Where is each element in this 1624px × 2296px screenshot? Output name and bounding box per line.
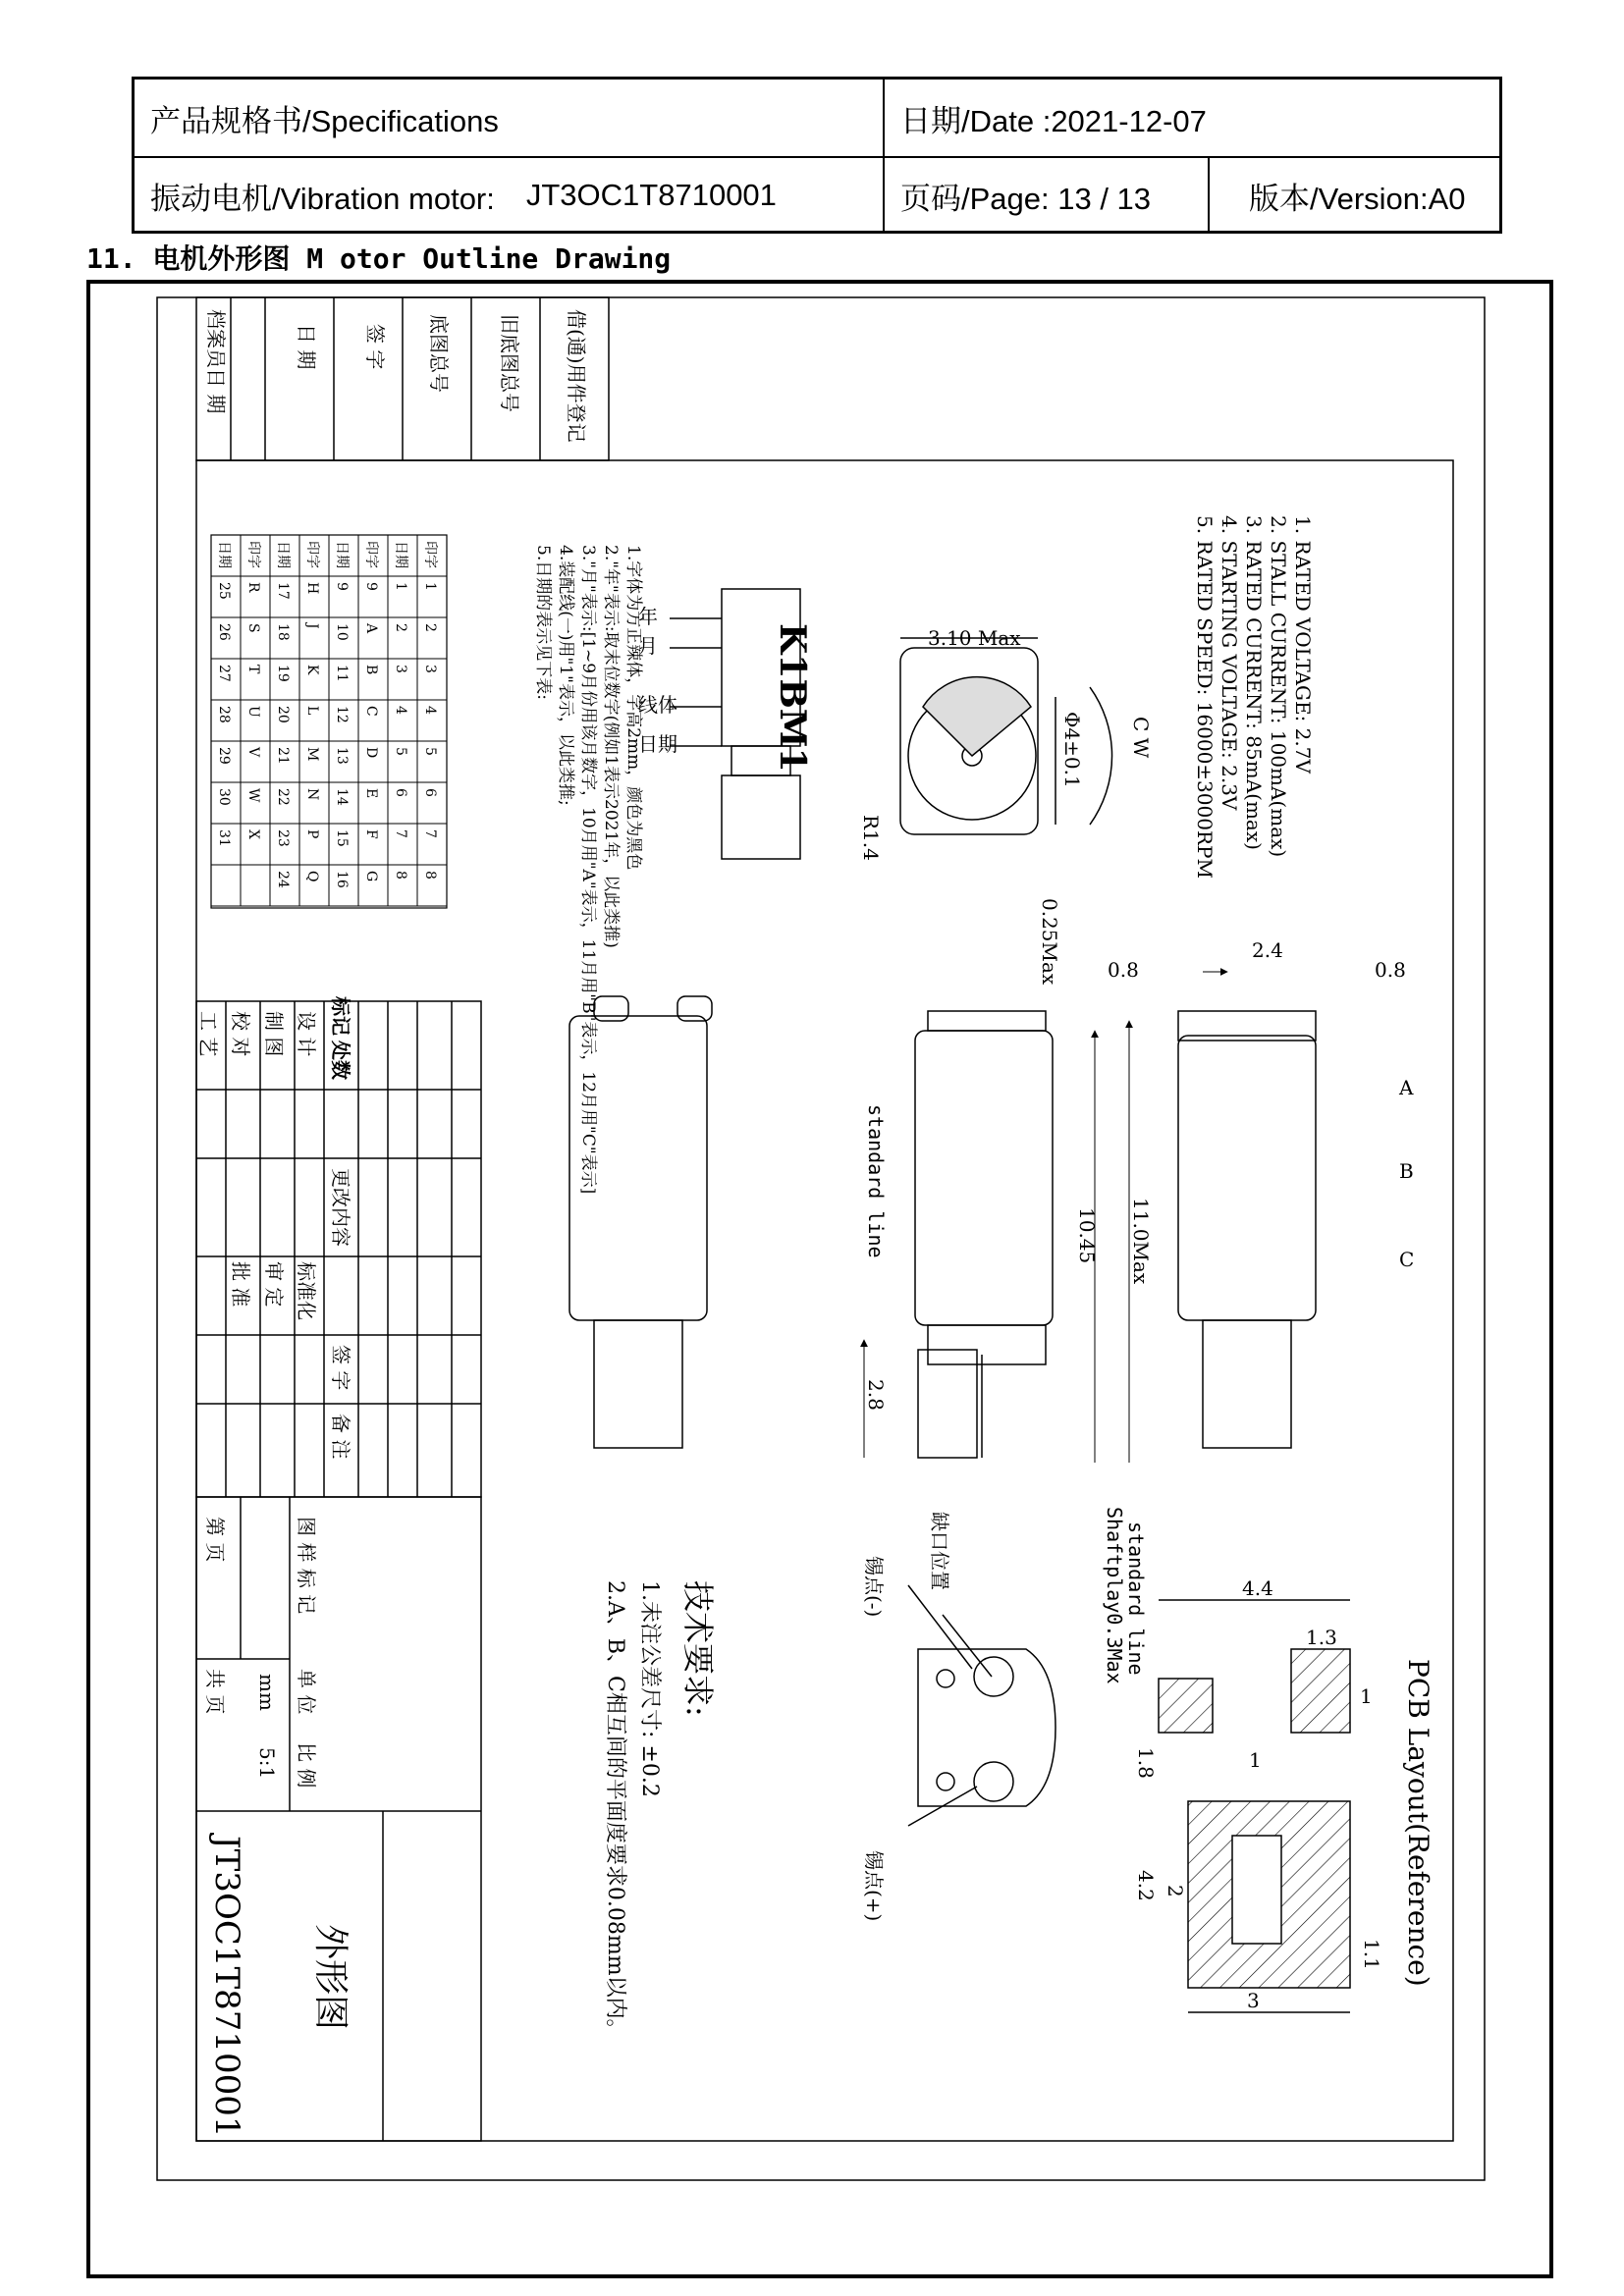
date-table-cell: 5 <box>393 747 408 756</box>
label-c: C <box>1399 1248 1415 1271</box>
terminal-plus: 锡点(+) <box>862 1850 886 1922</box>
date-table-cell: Q <box>304 871 320 882</box>
date-table-cell: C <box>363 706 379 717</box>
date-table-cell: 24 <box>275 871 291 888</box>
mark-day: 日期 <box>638 732 677 756</box>
mark-year: 年 <box>638 605 658 628</box>
tb-sample-mark: 图 样 标 记 <box>295 1517 318 1615</box>
note-2: 2."年"表示:取末位数字(例如1表示2021年，以此类推) <box>601 545 621 948</box>
date-table-cell: V <box>245 747 261 758</box>
date-table-cell: 21 <box>275 747 291 765</box>
standard-line-2: standard line <box>1124 1522 1148 1676</box>
dim-weight-length: 2.8 <box>864 1379 888 1411</box>
date-table-cell: 30 <box>216 788 232 806</box>
date-table-cell: 2 <box>393 623 408 632</box>
appr-design: 设 计 <box>295 1011 318 1057</box>
date-table-cell: 4 <box>393 706 408 715</box>
pcb-title: PCB Layout(Reference) <box>1402 1659 1435 1987</box>
date-table-cell: 印字 <box>304 541 320 568</box>
date-table-cell: 3 <box>422 665 438 673</box>
pcb-42: 4.2 <box>1134 1870 1158 1901</box>
date-table-cell: D <box>363 747 379 759</box>
date-table-cell: 18 <box>275 623 291 641</box>
date-table-cell: 13 <box>334 747 350 765</box>
date-table-cell: 日期 <box>275 541 291 568</box>
tb-sign: 签 字 <box>363 324 387 370</box>
date-table-cell: 14 <box>334 788 350 806</box>
dim-body-length: 10.45 <box>1075 1207 1099 1264</box>
date-table-cell: 11 <box>334 665 350 682</box>
date-table-cell: 7 <box>422 829 438 838</box>
tech-item-2: 2.A、B、C相互间的平面度要求0.08mm以内。 <box>603 1580 627 2041</box>
date-table-cell-border <box>241 865 270 906</box>
date-table-cell: 27 <box>216 665 232 682</box>
date-table-cell: 22 <box>275 788 291 806</box>
date-table-cell: 20 <box>275 706 291 723</box>
pcb-3: 3 <box>1247 1989 1260 2012</box>
tb-unit: mm <box>255 1674 279 1711</box>
tb-part-number: JT3OC1T8710001 <box>207 1836 246 2138</box>
mark-line: 线体 <box>638 693 677 717</box>
tb-borrow: 借(通)用件登记 <box>565 309 588 443</box>
rev-sign: 签 字 <box>329 1345 352 1391</box>
tech-item-1: 1.未注公差尺寸: ±0.2 <box>637 1580 662 1797</box>
date-table <box>211 535 447 906</box>
date-table-cell: 12 <box>334 706 350 723</box>
date-table-cell: 6 <box>422 788 438 797</box>
spec-1: 1. RATED VOLTAGE: 2.7V <box>1291 515 1315 774</box>
appr-review: 审 定 <box>262 1261 286 1308</box>
tb-date: 日 期 <box>295 324 318 370</box>
date-table-cell: 日期 <box>216 541 232 568</box>
date-table-cell: H <box>304 582 320 595</box>
date-table-cell: 7 <box>393 829 408 838</box>
date-table-cell: 19 <box>275 665 291 682</box>
date-table-cell: E <box>363 788 379 799</box>
appr-process: 工 艺 <box>196 1011 220 1057</box>
dim-total-length: 11.0Max <box>1129 1198 1153 1285</box>
date-table-cell: 8 <box>393 871 408 880</box>
tb-total-pages: 共 页 <box>203 1669 227 1715</box>
date-table-cell: 印字 <box>245 541 261 568</box>
date-table-cell: R <box>245 582 261 593</box>
date-table-cell: 9 <box>363 582 379 591</box>
date-table-cell: 9 <box>334 582 350 591</box>
tb-archive: 档案员日 期 <box>204 309 228 414</box>
date-table-cell: 6 <box>393 788 408 797</box>
pcb-44: 4.4 <box>1242 1576 1273 1600</box>
dim-08-right: 0.8 <box>1375 958 1406 982</box>
date-table-cell: L <box>304 706 320 716</box>
tb-old-base-no: 旧底图总号 <box>498 314 521 412</box>
tech-title: 技术要求: <box>679 1580 717 1717</box>
tb-base-no: 底图总号 <box>427 314 451 393</box>
date-table-cell: 26 <box>216 623 232 641</box>
marking-text: K1BM1 <box>772 623 813 773</box>
tb-drawing-name: 外形图 <box>310 1924 351 2031</box>
date-table-cell: S <box>245 623 261 633</box>
dim-24: 2.4 <box>1252 938 1283 962</box>
date-table-cell: 3 <box>393 665 408 673</box>
rev-remark: 备 注 <box>329 1414 352 1460</box>
tb-scale-label: 比 例 <box>295 1742 318 1789</box>
date-table-cell: 4 <box>422 706 438 715</box>
date-table-cell: 17 <box>275 582 291 600</box>
rev-content: 更改内容 <box>329 1168 352 1247</box>
pcb-11: 1.1 <box>1360 1939 1383 1970</box>
terminal-minus: 锡点(-) <box>862 1556 886 1618</box>
spec-4: 4. STARTING VOLTAGE: 2.3V <box>1218 515 1241 811</box>
appr-approve: 批 准 <box>229 1261 252 1308</box>
appr-std: 标准化 <box>295 1261 318 1320</box>
pcb-2: 2 <box>1164 1885 1187 1897</box>
date-table-cell: U <box>245 706 261 718</box>
spec-title: 产品规格书/Specifications <box>150 103 499 138</box>
note-1: 1.字体为方正辣体，字高2mm，颜色为黑色 <box>623 545 643 871</box>
date-table-cell: 25 <box>216 582 232 600</box>
date-table-cell: 日期 <box>393 541 408 568</box>
note-3: 3."月"表示:[1~9月份用该月数字，10月用"A"表示，11月用"B"表示，12月用"C"表示] <box>578 545 598 1195</box>
date-table-cell: A <box>363 623 379 634</box>
date-table-cell: 28 <box>216 706 232 723</box>
spec-5: 5. RATED SPEED: 16000±3000RPM <box>1193 515 1217 879</box>
label-a: A <box>1399 1076 1414 1099</box>
date-table-cell: 2 <box>422 623 438 632</box>
date-table-cell: N <box>304 788 320 801</box>
date-table-cell: X <box>245 829 261 839</box>
date-table-cell: K <box>304 665 320 675</box>
tb-unit-label: 单 位 <box>295 1669 318 1715</box>
pcb-13: 1.3 <box>1306 1626 1337 1649</box>
rotation-dir: C W <box>1129 717 1153 759</box>
appr-draw: 制 图 <box>262 1011 286 1057</box>
dim-radius: R1.4 <box>859 815 883 861</box>
motor-label: 振动电机/Vibration motor: <box>150 181 495 216</box>
date-table-cell: 29 <box>216 747 232 765</box>
date-table-cell: J <box>304 623 320 629</box>
pcb-18: 1.8 <box>1134 1747 1158 1779</box>
date-field: 日期/Date :2021-12-07 <box>900 103 1207 138</box>
dim-width-max: 3.10 Max <box>928 626 1021 650</box>
dim-diameter: Φ4±0.1 <box>1060 712 1084 788</box>
rev-mark: 标记 <box>329 996 352 1036</box>
note-5: 5.日期的表示见下表: <box>533 545 553 700</box>
date-table-cell: W <box>245 788 261 803</box>
date-table-cell: 16 <box>334 871 350 888</box>
spec-3: 3. RATED CURRENT: 85mA(max) <box>1242 515 1266 850</box>
tb-scale: 5:1 <box>255 1747 279 1780</box>
pcb-1a: 1 <box>1360 1684 1373 1708</box>
date-table-cell-border <box>211 865 241 906</box>
tb-page-no: 第 页 <box>203 1517 227 1563</box>
dim-gap-max: 0.25Max <box>1038 898 1061 986</box>
date-table-cell: 1 <box>393 582 408 591</box>
standard-line: standard line <box>864 1104 888 1258</box>
rev-count: 处数 <box>329 1041 352 1080</box>
date-table-cell: 日期 <box>334 541 350 568</box>
date-table-cell: 31 <box>216 829 232 847</box>
date-table-cell: 1 <box>422 582 438 591</box>
appr-check: 校 对 <box>229 1011 252 1057</box>
mark-month: 月 <box>638 634 658 658</box>
spec-2: 2. STALL CURRENT: 100mA(max) <box>1267 515 1290 858</box>
shaftplay: Shaftplay0.3Max <box>1103 1507 1126 1684</box>
date-table-cell: 5 <box>422 747 438 756</box>
date-table-cell: F <box>363 829 379 839</box>
date-table-cell: B <box>363 665 379 675</box>
terminal-notch: 缺口位置 <box>928 1512 951 1590</box>
date-table-cell: 印字 <box>363 541 379 568</box>
date-table-cell: G <box>363 871 379 882</box>
date-table-cell: 10 <box>334 623 350 641</box>
part-number: JT3OC1T8710001 <box>525 178 777 212</box>
note-4: 4.装配线(一)用"1"表示，以此类推; <box>556 545 575 806</box>
date-table-cell: 23 <box>275 829 291 847</box>
page-field: 页码/Page: 13 / 13 <box>900 181 1152 216</box>
dim-08-left: 0.8 <box>1108 958 1139 982</box>
pcb-1b: 1 <box>1249 1748 1262 1772</box>
date-table-cell: 印字 <box>422 541 438 568</box>
date-table-cell: T <box>245 665 261 674</box>
date-table-cell: M <box>304 747 320 762</box>
date-table-cell: P <box>304 829 320 839</box>
version-field: 版本/Version:A0 <box>1249 181 1466 216</box>
label-b: B <box>1399 1159 1414 1183</box>
date-table-cell: 15 <box>334 829 350 847</box>
section-title: 11. 电机外形图 M otor Outline Drawing <box>86 242 672 275</box>
date-table-cell: 8 <box>422 871 438 880</box>
